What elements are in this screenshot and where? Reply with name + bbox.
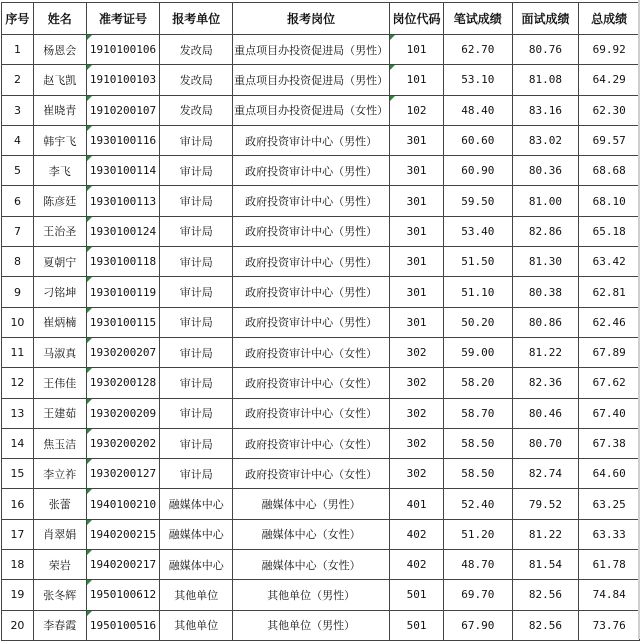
code-cell: 302 [390, 428, 444, 458]
unit-cell: 审计局 [160, 186, 233, 216]
code-cell: 101 [390, 35, 444, 65]
seq-cell: 19 [2, 580, 34, 610]
header-cell: 序号 [2, 3, 34, 35]
exam-id-cell: 1930200207 [86, 337, 160, 367]
seq-cell: 10 [2, 307, 34, 337]
seq-cell: 20 [2, 610, 34, 640]
total-score-cell: 67.40 [579, 398, 640, 428]
code-cell: 301 [390, 186, 444, 216]
position-cell: 重点项目办投资促进局（男性） [233, 35, 390, 65]
written-score-cell: 60.90 [443, 156, 512, 186]
written-score-cell: 53.10 [443, 65, 512, 95]
unit-cell: 审计局 [160, 337, 233, 367]
exam-id-cell: 1930200209 [86, 398, 160, 428]
position-cell: 重点项目办投资促进局（男性） [233, 65, 390, 95]
code-cell: 401 [390, 489, 444, 519]
unit-cell: 发改局 [160, 35, 233, 65]
name-cell: 马淑真 [33, 337, 86, 367]
written-score-cell: 58.70 [443, 398, 512, 428]
name-cell: 杨恩会 [33, 35, 86, 65]
exam-id-cell: 1940200217 [86, 550, 160, 580]
total-score-cell: 63.25 [579, 489, 640, 519]
table-row [2, 186, 640, 216]
interview-score-cell: 80.70 [512, 428, 579, 458]
total-score-cell: 68.10 [579, 186, 640, 216]
position-cell: 政府投资审计中心（女性） [233, 337, 390, 367]
written-score-cell: 62.70 [443, 35, 512, 65]
seq-cell: 3 [2, 95, 34, 125]
exam-id-cell: 1930200128 [86, 368, 160, 398]
seq-cell: 14 [2, 428, 34, 458]
table-row [2, 125, 640, 155]
total-score-cell: 63.33 [579, 519, 640, 549]
total-score-cell: 67.89 [579, 337, 640, 367]
table-row [2, 550, 640, 580]
seq-cell: 7 [2, 216, 34, 246]
interview-score-cell: 81.22 [512, 337, 579, 367]
interview-score-cell: 82.36 [512, 368, 579, 398]
written-score-cell: 53.40 [443, 216, 512, 246]
unit-cell: 审计局 [160, 428, 233, 458]
seq-cell: 12 [2, 368, 34, 398]
exam-id-cell: 1930100116 [86, 125, 160, 155]
table-row [2, 65, 640, 95]
code-cell: 301 [390, 277, 444, 307]
code-cell: 301 [390, 156, 444, 186]
code-cell: 301 [390, 307, 444, 337]
seq-cell: 8 [2, 247, 34, 277]
written-score-cell: 48.40 [443, 95, 512, 125]
table-row [2, 307, 640, 337]
seq-cell: 11 [2, 337, 34, 367]
interview-score-cell: 81.08 [512, 65, 579, 95]
position-cell: 政府投资审计中心（女性） [233, 398, 390, 428]
exam-id-cell: 1930100118 [86, 247, 160, 277]
exam-id-cell: 1940200215 [86, 519, 160, 549]
written-score-cell: 59.00 [443, 337, 512, 367]
name-cell: 崔晓青 [33, 95, 86, 125]
written-score-cell: 58.20 [443, 368, 512, 398]
written-score-cell: 69.70 [443, 580, 512, 610]
interview-score-cell: 81.30 [512, 247, 579, 277]
exam-id-cell: 1930100124 [86, 216, 160, 246]
exam-id-cell: 1930100113 [86, 186, 160, 216]
code-cell: 302 [390, 459, 444, 489]
unit-cell: 审计局 [160, 216, 233, 246]
header-cell: 准考证号 [86, 3, 160, 35]
interview-score-cell: 83.02 [512, 125, 579, 155]
exam-id-cell: 1930100115 [86, 307, 160, 337]
interview-score-cell: 79.52 [512, 489, 579, 519]
table-row [2, 580, 640, 610]
seq-cell: 2 [2, 65, 34, 95]
table-row [2, 519, 640, 549]
total-score-cell: 69.57 [579, 125, 640, 155]
total-score-cell: 64.60 [579, 459, 640, 489]
unit-cell: 融媒体中心 [160, 489, 233, 519]
unit-cell: 发改局 [160, 65, 233, 95]
unit-cell: 审计局 [160, 277, 233, 307]
exam-id-cell: 1940100210 [86, 489, 160, 519]
unit-cell: 融媒体中心 [160, 550, 233, 580]
interview-score-cell: 80.46 [512, 398, 579, 428]
total-score-cell: 62.46 [579, 307, 640, 337]
total-score-cell: 74.84 [579, 580, 640, 610]
interview-score-cell: 81.00 [512, 186, 579, 216]
results-table [1, 2, 640, 641]
name-cell: 赵飞凯 [33, 65, 86, 95]
header-cell: 报考岗位 [233, 3, 390, 35]
total-score-cell: 64.29 [579, 65, 640, 95]
code-cell: 301 [390, 247, 444, 277]
interview-score-cell: 82.86 [512, 216, 579, 246]
table-row [2, 489, 640, 519]
name-cell: 张冬辉 [33, 580, 86, 610]
unit-cell: 审计局 [160, 307, 233, 337]
total-score-cell: 65.18 [579, 216, 640, 246]
header-cell: 面试成绩 [512, 3, 579, 35]
interview-score-cell: 80.86 [512, 307, 579, 337]
position-cell: 政府投资审计中心（男性） [233, 307, 390, 337]
name-cell: 崔炳楠 [33, 307, 86, 337]
position-cell: 其他单位（男性） [233, 610, 390, 640]
table-row [2, 156, 640, 186]
exam-id-cell: 1930100119 [86, 277, 160, 307]
interview-score-cell: 83.16 [512, 95, 579, 125]
header-cell: 报考单位 [160, 3, 233, 35]
exam-id-cell: 1950100516 [86, 610, 160, 640]
written-score-cell: 51.10 [443, 277, 512, 307]
code-cell: 102 [390, 95, 444, 125]
position-cell: 政府投资审计中心（男性） [233, 125, 390, 155]
table-row [2, 428, 640, 458]
total-score-cell: 62.30 [579, 95, 640, 125]
seq-cell: 6 [2, 186, 34, 216]
position-cell: 重点项目办投资促进局（女性） [233, 95, 390, 125]
written-score-cell: 60.60 [443, 125, 512, 155]
code-cell: 302 [390, 368, 444, 398]
table-row [2, 368, 640, 398]
unit-cell: 其他单位 [160, 610, 233, 640]
interview-score-cell: 80.36 [512, 156, 579, 186]
seq-cell: 17 [2, 519, 34, 549]
total-score-cell: 61.78 [579, 550, 640, 580]
interview-score-cell: 81.22 [512, 519, 579, 549]
table-row [2, 95, 640, 125]
header-cell: 姓名 [33, 3, 86, 35]
seq-cell: 13 [2, 398, 34, 428]
total-score-cell: 62.81 [579, 277, 640, 307]
seq-cell: 18 [2, 550, 34, 580]
exam-id-cell: 1930200127 [86, 459, 160, 489]
interview-score-cell: 80.38 [512, 277, 579, 307]
written-score-cell: 51.20 [443, 519, 512, 549]
seq-cell: 16 [2, 489, 34, 519]
position-cell: 政府投资审计中心（男性） [233, 186, 390, 216]
code-cell: 501 [390, 580, 444, 610]
code-cell: 101 [390, 65, 444, 95]
code-cell: 301 [390, 125, 444, 155]
exam-id-cell: 1910100103 [86, 65, 160, 95]
name-cell: 焦玉洁 [33, 428, 86, 458]
exam-id-cell: 1910200107 [86, 95, 160, 125]
name-cell: 李立祚 [33, 459, 86, 489]
seq-cell: 15 [2, 459, 34, 489]
name-cell: 陈彦廷 [33, 186, 86, 216]
table-row [2, 277, 640, 307]
interview-score-cell: 82.74 [512, 459, 579, 489]
total-score-cell: 68.68 [579, 156, 640, 186]
name-cell: 李飞 [33, 156, 86, 186]
written-score-cell: 58.50 [443, 428, 512, 458]
table-row [2, 35, 640, 65]
name-cell: 王伟佳 [33, 368, 86, 398]
unit-cell: 审计局 [160, 125, 233, 155]
code-cell: 302 [390, 398, 444, 428]
total-score-cell: 73.76 [579, 610, 640, 640]
written-score-cell: 67.90 [443, 610, 512, 640]
seq-cell: 1 [2, 35, 34, 65]
code-cell: 301 [390, 216, 444, 246]
interview-score-cell: 80.76 [512, 35, 579, 65]
exam-id-cell: 1930100114 [86, 156, 160, 186]
interview-score-cell: 81.54 [512, 550, 579, 580]
position-cell: 政府投资审计中心（男性） [233, 216, 390, 246]
table-row [2, 247, 640, 277]
position-cell: 融媒体中心（男性） [233, 489, 390, 519]
written-score-cell: 48.70 [443, 550, 512, 580]
written-score-cell: 51.50 [443, 247, 512, 277]
seq-cell: 4 [2, 125, 34, 155]
name-cell: 夏朝宁 [33, 247, 86, 277]
exam-id-cell: 1930200202 [86, 428, 160, 458]
unit-cell: 审计局 [160, 156, 233, 186]
seq-cell: 5 [2, 156, 34, 186]
position-cell: 融媒体中心（女性） [233, 550, 390, 580]
unit-cell: 审计局 [160, 398, 233, 428]
name-cell: 刁铭坤 [33, 277, 86, 307]
written-score-cell: 50.20 [443, 307, 512, 337]
name-cell: 李春霞 [33, 610, 86, 640]
name-cell: 荣岩 [33, 550, 86, 580]
code-cell: 501 [390, 610, 444, 640]
total-score-cell: 67.38 [579, 428, 640, 458]
written-score-cell: 59.50 [443, 186, 512, 216]
position-cell: 政府投资审计中心（女性） [233, 459, 390, 489]
unit-cell: 融媒体中心 [160, 519, 233, 549]
name-cell: 张蕾 [33, 489, 86, 519]
unit-cell: 发改局 [160, 95, 233, 125]
table-row [2, 337, 640, 367]
header-cell: 笔试成绩 [443, 3, 512, 35]
unit-cell: 审计局 [160, 459, 233, 489]
unit-cell: 审计局 [160, 368, 233, 398]
written-score-cell: 52.40 [443, 489, 512, 519]
total-score-cell: 69.92 [579, 35, 640, 65]
header-cell: 总成绩 [579, 3, 640, 35]
position-cell: 政府投资审计中心（女性） [233, 428, 390, 458]
name-cell: 王治圣 [33, 216, 86, 246]
unit-cell: 其他单位 [160, 580, 233, 610]
interview-score-cell: 82.56 [512, 580, 579, 610]
position-cell: 政府投资审计中心（男性） [233, 277, 390, 307]
seq-cell: 9 [2, 277, 34, 307]
code-cell: 402 [390, 550, 444, 580]
name-cell: 韩宇飞 [33, 125, 86, 155]
total-score-cell: 63.42 [579, 247, 640, 277]
name-cell: 肖翠娟 [33, 519, 86, 549]
header-row [2, 3, 640, 35]
header-cell: 岗位代码 [390, 3, 444, 35]
unit-cell: 审计局 [160, 247, 233, 277]
exam-id-cell: 1950100612 [86, 580, 160, 610]
interview-score-cell: 82.56 [512, 610, 579, 640]
name-cell: 王建茹 [33, 398, 86, 428]
position-cell: 政府投资审计中心（男性） [233, 247, 390, 277]
table-row [2, 216, 640, 246]
position-cell: 政府投资审计中心（女性） [233, 368, 390, 398]
table-row [2, 459, 640, 489]
total-score-cell: 67.62 [579, 368, 640, 398]
position-cell: 政府投资审计中心（男性） [233, 156, 390, 186]
exam-id-cell: 1910100106 [86, 35, 160, 65]
code-cell: 302 [390, 337, 444, 367]
table-row [2, 398, 640, 428]
position-cell: 融媒体中心（女性） [233, 519, 390, 549]
table-row [2, 610, 640, 640]
code-cell: 402 [390, 519, 444, 549]
written-score-cell: 58.50 [443, 459, 512, 489]
position-cell: 其他单位（男性） [233, 580, 390, 610]
